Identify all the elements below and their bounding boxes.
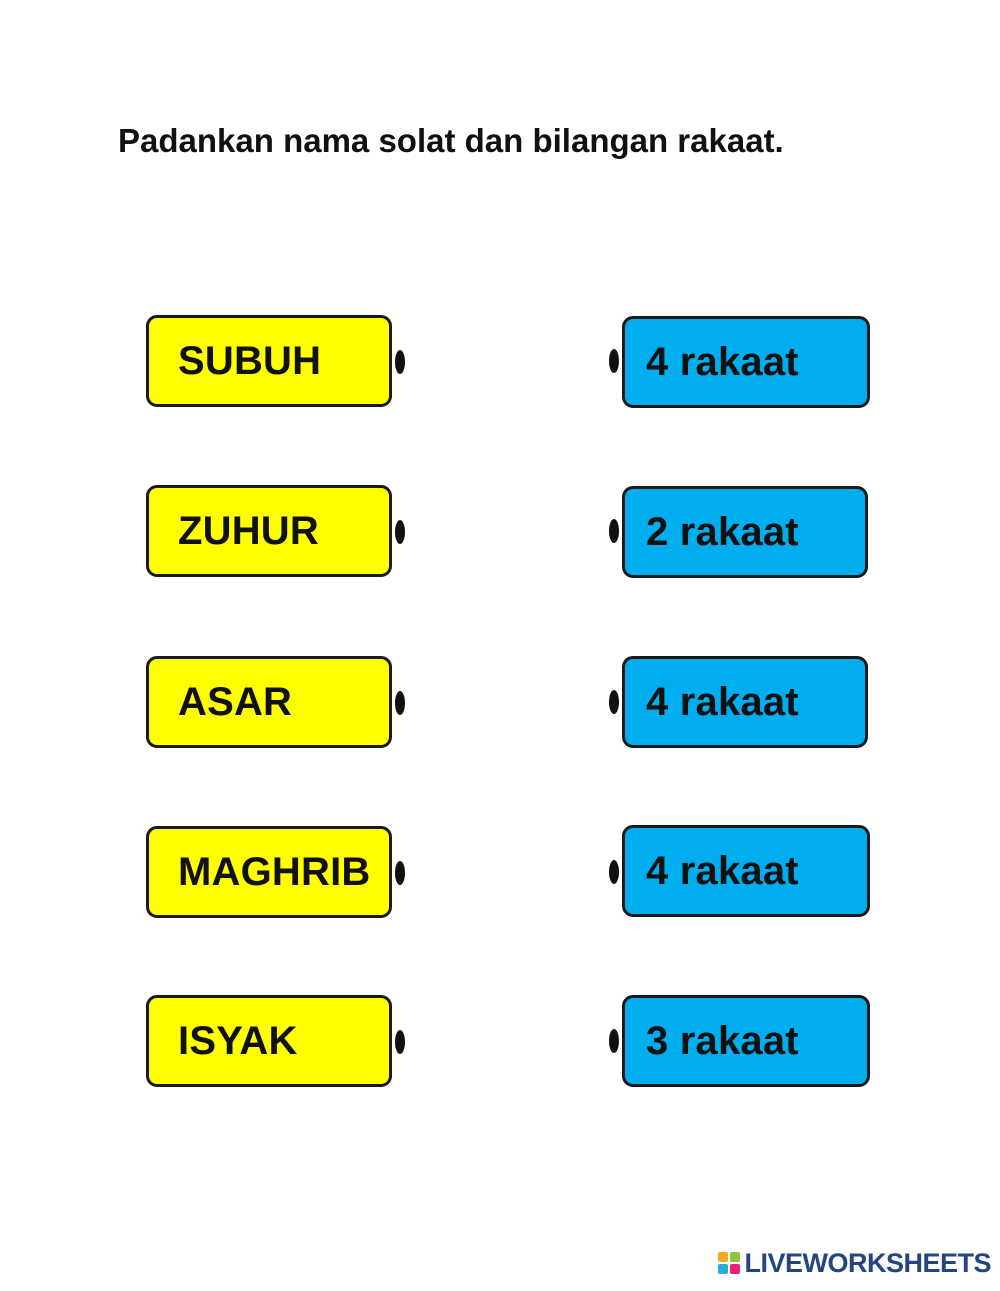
right-connector-dot[interactable] bbox=[609, 519, 619, 543]
left-connector-dot[interactable] bbox=[395, 1030, 405, 1054]
right-connector-dot[interactable] bbox=[609, 349, 619, 373]
instruction-text: Padankan nama solat dan bilangan rakaat. bbox=[118, 122, 784, 159]
prayer-box-asar[interactable] bbox=[146, 656, 392, 748]
logo-tile bbox=[730, 1264, 740, 1274]
left-connector-dot[interactable] bbox=[395, 520, 405, 544]
logo-tile bbox=[718, 1264, 728, 1274]
rakaat-box-3[interactable] bbox=[622, 656, 868, 748]
logo-tile bbox=[718, 1252, 728, 1262]
rakaat-box-4[interactable] bbox=[622, 825, 870, 917]
right-connector-dot[interactable] bbox=[609, 1029, 619, 1053]
rakaat-label: 2 rakaat bbox=[646, 509, 799, 554]
prayer-box-subuh[interactable] bbox=[146, 315, 392, 407]
prayer-box-zuhur[interactable] bbox=[146, 485, 392, 577]
liveworksheets-logo bbox=[718, 1248, 991, 1278]
prayer-label: MAGHRIB bbox=[178, 849, 371, 894]
logo-mark-icon bbox=[718, 1252, 740, 1274]
prayer-box-maghrib[interactable] bbox=[146, 826, 392, 918]
right-connector-dot[interactable] bbox=[609, 860, 619, 884]
prayer-label: SUBUH bbox=[178, 338, 322, 383]
right-connector-dot[interactable] bbox=[609, 690, 619, 714]
left-connector-dot[interactable] bbox=[395, 691, 405, 715]
rakaat-box-5[interactable] bbox=[622, 995, 870, 1087]
rakaat-label: 3 rakaat bbox=[646, 1018, 799, 1063]
logo-tile bbox=[730, 1252, 740, 1262]
rakaat-label: 4 rakaat bbox=[646, 339, 799, 384]
prayer-label: ZUHUR bbox=[178, 508, 319, 553]
rakaat-box-2[interactable] bbox=[622, 486, 868, 578]
rakaat-box-1[interactable] bbox=[622, 316, 870, 408]
prayer-label: ASAR bbox=[178, 679, 293, 724]
prayer-label: ISYAK bbox=[178, 1018, 298, 1063]
rakaat-label: 4 rakaat bbox=[646, 848, 799, 893]
rakaat-label: 4 rakaat bbox=[646, 679, 799, 724]
prayer-box-isyak[interactable] bbox=[146, 995, 392, 1087]
left-connector-dot[interactable] bbox=[395, 350, 405, 374]
left-connector-dot[interactable] bbox=[395, 861, 405, 885]
logo-text: LIVEWORKSHEETS bbox=[744, 1247, 991, 1278]
